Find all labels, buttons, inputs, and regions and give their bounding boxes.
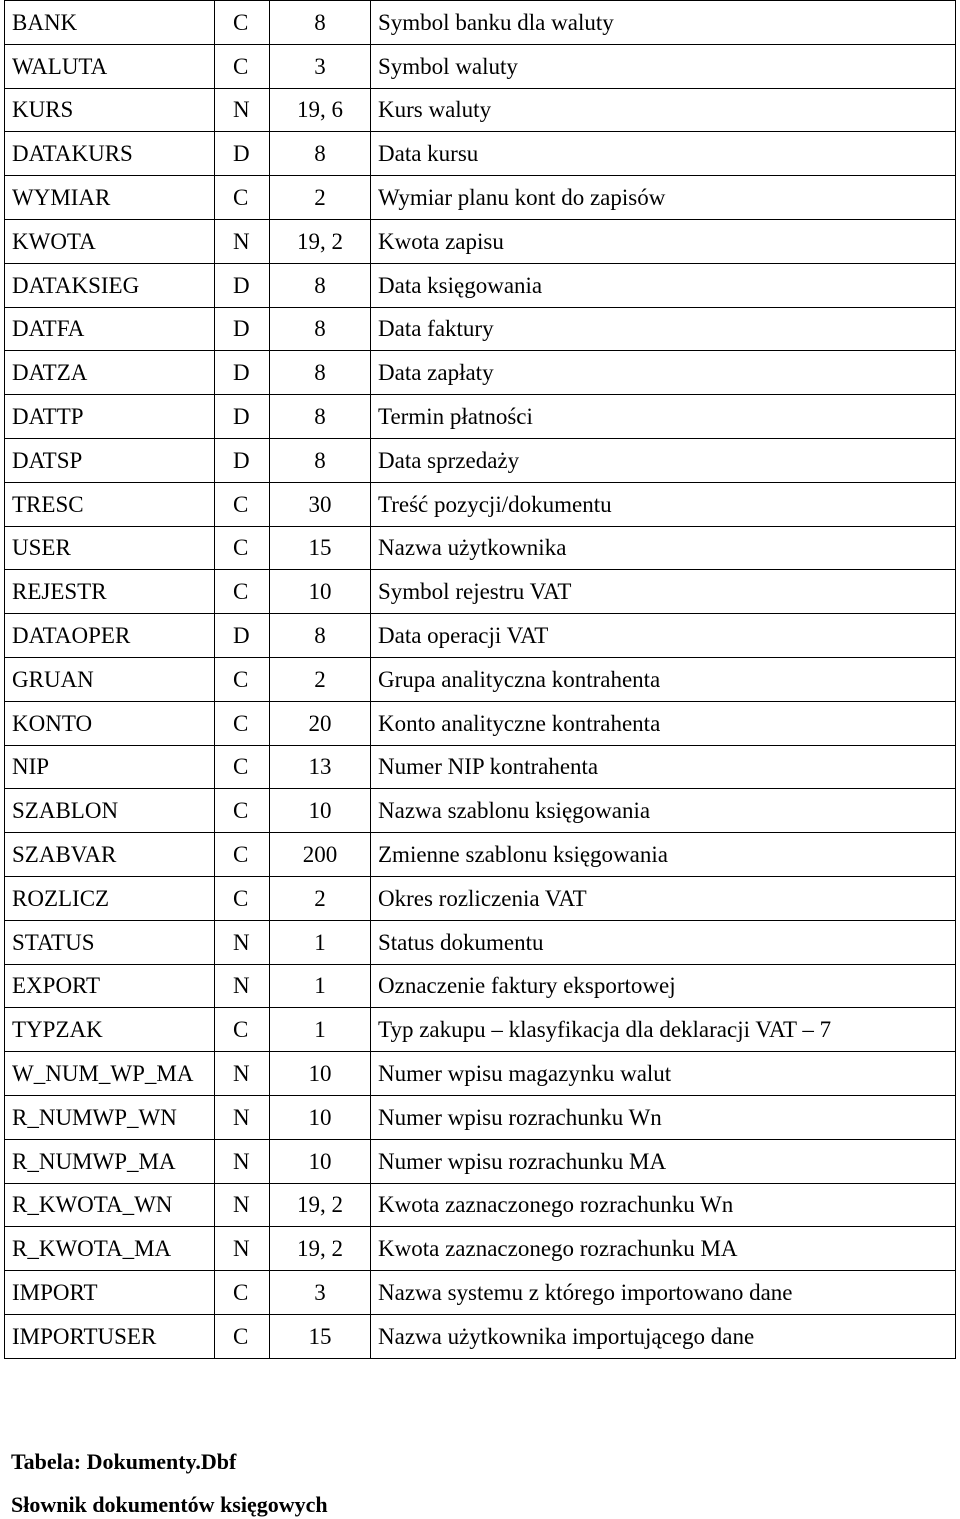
field-type-cell: C xyxy=(215,876,270,920)
field-length-cell: 8 xyxy=(270,307,371,351)
field-type-cell: C xyxy=(215,1314,270,1358)
field-description-cell: Kwota zaznaczonego rozrachunku MA xyxy=(371,1227,956,1271)
field-type-cell: C xyxy=(215,1,270,45)
field-name-cell: DATFA xyxy=(5,307,215,351)
table-row xyxy=(5,657,956,701)
field-length-cell: 19, 2 xyxy=(270,219,371,263)
field-name-cell: USER xyxy=(5,526,215,570)
table-row xyxy=(5,1095,956,1139)
field-name-cell: BANK xyxy=(5,1,215,45)
field-type-cell: C xyxy=(215,833,270,877)
field-type-cell: C xyxy=(215,701,270,745)
field-description-cell: Typ zakupu – klasyfikacja dla deklaracji VAT – 7 xyxy=(371,1008,956,1052)
table-row xyxy=(5,1139,956,1183)
table-row xyxy=(5,1183,956,1227)
table-row xyxy=(5,88,956,132)
table-row xyxy=(5,745,956,789)
field-description-cell: Okres rozliczenia VAT xyxy=(371,876,956,920)
field-description-cell: Wymiar planu kont do zapisów xyxy=(371,176,956,220)
field-name-cell: R_NUMWP_MA xyxy=(5,1139,215,1183)
field-description-cell: Oznaczenie faktury eksportowej xyxy=(371,964,956,1008)
table-row xyxy=(5,482,956,526)
field-name-cell: WALUTA xyxy=(5,44,215,88)
field-description-cell: Data księgowania xyxy=(371,263,956,307)
field-length-cell: 19, 2 xyxy=(270,1183,371,1227)
field-length-cell: 15 xyxy=(270,526,371,570)
field-type-cell: N xyxy=(215,88,270,132)
field-name-cell: W_NUM_WP_MA xyxy=(5,1052,215,1096)
field-name-cell: WYMIAR xyxy=(5,176,215,220)
field-length-cell: 200 xyxy=(270,833,371,877)
field-length-cell: 2 xyxy=(270,876,371,920)
table-row xyxy=(5,876,956,920)
field-type-cell: N xyxy=(215,1183,270,1227)
field-description-cell: Numer wpisu rozrachunku Wn xyxy=(371,1095,956,1139)
field-length-cell: 2 xyxy=(270,176,371,220)
field-length-cell: 10 xyxy=(270,570,371,614)
field-type-cell: N xyxy=(215,1095,270,1139)
field-type-cell: N xyxy=(215,1052,270,1096)
field-name-cell: DATAOPER xyxy=(5,614,215,658)
table-row xyxy=(5,964,956,1008)
field-length-cell: 19, 2 xyxy=(270,1227,371,1271)
field-length-cell: 8 xyxy=(270,395,371,439)
field-description-cell: Termin płatności xyxy=(371,395,956,439)
field-description-cell: Numer wpisu magazynku walut xyxy=(371,1052,956,1096)
field-length-cell: 1 xyxy=(270,1008,371,1052)
field-name-cell: DATAKURS xyxy=(5,132,215,176)
field-length-cell: 19, 6 xyxy=(270,88,371,132)
field-description-cell: Symbol waluty xyxy=(371,44,956,88)
field-description-cell: Data zapłaty xyxy=(371,351,956,395)
field-description-cell: Data operacji VAT xyxy=(371,614,956,658)
field-type-cell: N xyxy=(215,1139,270,1183)
table-row xyxy=(5,701,956,745)
field-length-cell: 15 xyxy=(270,1314,371,1358)
field-description-cell: Data sprzedaży xyxy=(371,438,956,482)
field-type-cell: N xyxy=(215,219,270,263)
field-name-cell: GRUAN xyxy=(5,657,215,701)
field-name-cell: DATSP xyxy=(5,438,215,482)
field-type-cell: C xyxy=(215,1008,270,1052)
field-type-cell: N xyxy=(215,964,270,1008)
field-name-cell: DATTP xyxy=(5,395,215,439)
field-length-cell: 10 xyxy=(270,1052,371,1096)
field-description-cell: Grupa analityczna kontrahenta xyxy=(371,657,956,701)
field-name-cell: KWOTA xyxy=(5,219,215,263)
field-type-cell: C xyxy=(215,526,270,570)
field-definition-table xyxy=(4,0,956,1359)
field-description-cell: Nazwa użytkownika xyxy=(371,526,956,570)
field-length-cell: 8 xyxy=(270,351,371,395)
field-name-cell: R_KWOTA_MA xyxy=(5,1227,215,1271)
field-length-cell: 2 xyxy=(270,657,371,701)
field-length-cell: 3 xyxy=(270,1271,371,1315)
field-type-cell: D xyxy=(215,351,270,395)
table-row xyxy=(5,1008,956,1052)
field-name-cell: STATUS xyxy=(5,920,215,964)
field-length-cell: 8 xyxy=(270,438,371,482)
field-length-cell: 10 xyxy=(270,789,371,833)
field-description-cell: Kwota zapisu xyxy=(371,219,956,263)
field-type-cell: D xyxy=(215,395,270,439)
table-row xyxy=(5,1227,956,1271)
field-description-cell: Nazwa szablonu księgowania xyxy=(371,789,956,833)
table-row xyxy=(5,438,956,482)
table-row xyxy=(5,351,956,395)
table-row xyxy=(5,920,956,964)
field-name-cell: EXPORT xyxy=(5,964,215,1008)
field-type-cell: N xyxy=(215,1227,270,1271)
table-row xyxy=(5,789,956,833)
field-description-cell: Symbol banku dla waluty xyxy=(371,1,956,45)
table-row xyxy=(5,263,956,307)
field-type-cell: D xyxy=(215,438,270,482)
field-name-cell: SZABLON xyxy=(5,789,215,833)
table-row xyxy=(5,1314,956,1358)
field-name-cell: DATZA xyxy=(5,351,215,395)
table-row xyxy=(5,132,956,176)
field-length-cell: 10 xyxy=(270,1095,371,1139)
field-length-cell: 30 xyxy=(270,482,371,526)
field-type-cell: C xyxy=(215,789,270,833)
field-length-cell: 8 xyxy=(270,614,371,658)
field-length-cell: 8 xyxy=(270,132,371,176)
field-description-cell: Nazwa systemu z którego importowano dane xyxy=(371,1271,956,1315)
field-type-cell: D xyxy=(215,263,270,307)
field-type-cell: C xyxy=(215,1271,270,1315)
table-title: Tabela: Dokumenty.Dbf xyxy=(11,1449,237,1474)
field-name-cell: TRESC xyxy=(5,482,215,526)
field-table-body xyxy=(5,1,956,1359)
field-type-cell: C xyxy=(215,44,270,88)
field-type-cell: D xyxy=(215,307,270,351)
table-row xyxy=(5,44,956,88)
field-type-cell: C xyxy=(215,570,270,614)
field-description-cell: Symbol rejestru VAT xyxy=(371,570,956,614)
field-type-cell: D xyxy=(215,614,270,658)
table-row xyxy=(5,1,956,45)
field-description-cell: Konto analityczne kontrahenta xyxy=(371,701,956,745)
field-name-cell: KURS xyxy=(5,88,215,132)
field-name-cell: REJESTR xyxy=(5,570,215,614)
field-type-cell: C xyxy=(215,657,270,701)
table-row xyxy=(5,307,956,351)
field-name-cell: R_NUMWP_WN xyxy=(5,1095,215,1139)
field-type-cell: N xyxy=(215,920,270,964)
table-row xyxy=(5,614,956,658)
field-description-cell: Numer wpisu rozrachunku MA xyxy=(371,1139,956,1183)
field-name-cell: KONTO xyxy=(5,701,215,745)
field-description-cell: Numer NIP kontrahenta xyxy=(371,745,956,789)
field-length-cell: 20 xyxy=(270,701,371,745)
field-description-cell: Nazwa użytkownika importującego dane xyxy=(371,1314,956,1358)
field-name-cell: SZABVAR xyxy=(5,833,215,877)
field-length-cell: 10 xyxy=(270,1139,371,1183)
field-type-cell: D xyxy=(215,132,270,176)
field-length-cell: 8 xyxy=(270,1,371,45)
field-length-cell: 8 xyxy=(270,263,371,307)
field-description-cell: Kurs waluty xyxy=(371,88,956,132)
field-name-cell: IMPORTUSER xyxy=(5,1314,215,1358)
field-length-cell: 3 xyxy=(270,44,371,88)
table-row xyxy=(5,526,956,570)
field-name-cell: ROZLICZ xyxy=(5,876,215,920)
field-name-cell: IMPORT xyxy=(5,1271,215,1315)
field-length-cell: 13 xyxy=(270,745,371,789)
table-row xyxy=(5,570,956,614)
table-row xyxy=(5,219,956,263)
field-type-cell: C xyxy=(215,176,270,220)
table-row xyxy=(5,395,956,439)
table-row xyxy=(5,176,956,220)
field-description-cell: Data kursu xyxy=(371,132,956,176)
dictionary-title: Słownik dokumentów księgowych xyxy=(11,1492,328,1517)
table-row xyxy=(5,833,956,877)
field-name-cell: R_KWOTA_WN xyxy=(5,1183,215,1227)
field-name-cell: NIP xyxy=(5,745,215,789)
field-name-cell: TYPZAK xyxy=(5,1008,215,1052)
field-description-cell: Treść pozycji/dokumentu xyxy=(371,482,956,526)
field-description-cell: Data faktury xyxy=(371,307,956,351)
field-description-cell: Zmienne szablonu księgowania xyxy=(371,833,956,877)
field-description-cell: Kwota zaznaczonego rozrachunku Wn xyxy=(371,1183,956,1227)
field-type-cell: C xyxy=(215,745,270,789)
field-length-cell: 1 xyxy=(270,964,371,1008)
table-row xyxy=(5,1052,956,1096)
field-name-cell: DATAKSIEG xyxy=(5,263,215,307)
table-row xyxy=(5,1271,956,1315)
field-length-cell: 1 xyxy=(270,920,371,964)
field-type-cell: C xyxy=(215,482,270,526)
field-description-cell: Status dokumentu xyxy=(371,920,956,964)
